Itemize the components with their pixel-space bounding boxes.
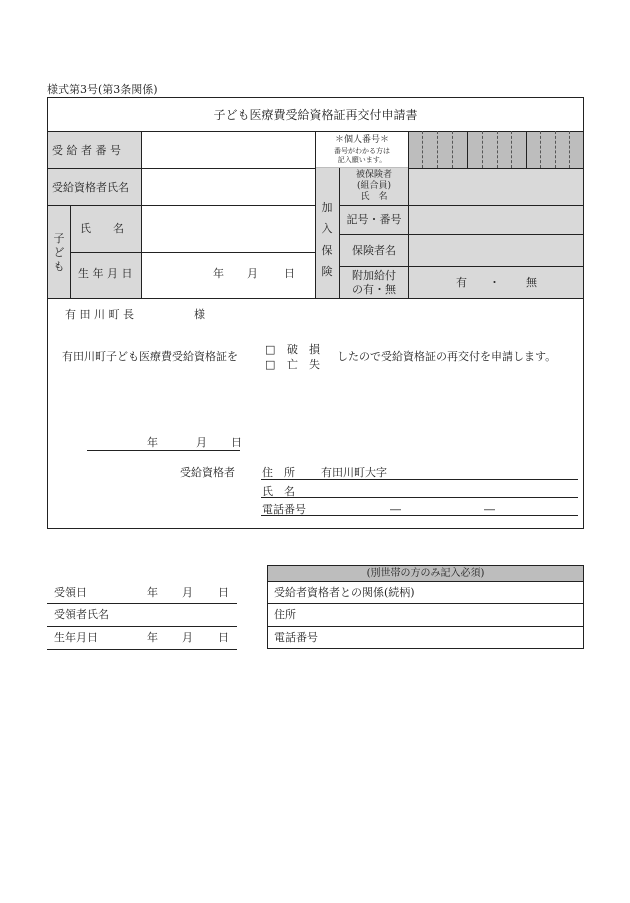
received-year: 年: [147, 586, 158, 599]
household-address-label: 住所: [274, 608, 296, 621]
insured-label-1: 被保険者: [355, 170, 392, 180]
receiver-name-label: 受領者氏名: [54, 608, 109, 621]
statement-suffix: したので受給資格証の再交付を申請します。: [337, 350, 557, 363]
phone-dash-1: ―: [390, 503, 401, 516]
household-address-field[interactable]: [267, 626, 584, 627]
received-date-line[interactable]: [47, 603, 237, 604]
additional-benefit-label-1: 附加給付: [352, 269, 396, 282]
recipient-name-field[interactable]: [142, 169, 314, 204]
applicant-phone-line[interactable]: [261, 515, 578, 516]
recipient-number-label: 受 給 者 番 号: [52, 144, 121, 157]
form-number-note: 様式第3号(第3条関係): [47, 83, 158, 96]
applicant-label: 受給資格者: [180, 466, 235, 479]
form-title: 子ども医療費受給資格証再交付申請書: [213, 108, 418, 122]
my-number-label: ＊個人番号＊: [334, 135, 389, 145]
applicant-address-label: 住 所: [262, 466, 295, 479]
insured-label-3: 氏 名: [360, 192, 388, 202]
application-date-day: 日: [231, 436, 242, 449]
receipt-birth-line[interactable]: [47, 649, 237, 650]
child-name-field[interactable]: [142, 206, 314, 251]
application-date-month: 月: [196, 436, 207, 449]
relationship-field[interactable]: [267, 603, 584, 604]
separator-dot: ・: [489, 276, 500, 289]
damaged-option-label: 破 損: [287, 343, 320, 356]
has-option[interactable]: 有: [456, 276, 467, 289]
additional-benefit-label-2: の有・無: [352, 283, 396, 296]
my-number-note-1: 番号がわかる方は: [334, 147, 390, 155]
receiver-name-line[interactable]: [47, 626, 237, 627]
recipient-number-field[interactable]: [142, 132, 314, 167]
applicant-phone-label: 電話番号: [262, 503, 306, 516]
lost-option-label: 亡 失: [287, 358, 320, 371]
household-phone-label: 電話番号: [274, 631, 318, 644]
insured-label-2: (組合員): [356, 181, 392, 191]
application-date-line[interactable]: [87, 450, 240, 451]
received-day: 日: [218, 586, 229, 599]
none-option[interactable]: 無: [526, 276, 537, 289]
applicant-address-value[interactable]: 有田川町大字: [321, 466, 387, 479]
child-birth-year: 年: [213, 267, 224, 280]
child-label: 子ども: [53, 232, 65, 273]
child-name-label: 氏 名: [80, 222, 124, 235]
mayor-label: 有 田 川 町 長: [65, 308, 134, 321]
recipient-name-label: 受給資格者氏名: [52, 181, 129, 194]
insurer-name-label: 保険者名: [352, 244, 396, 257]
application-date-year: 年: [147, 436, 158, 449]
damaged-checkbox[interactable]: □: [265, 343, 276, 356]
receipt-birth-year: 年: [147, 631, 158, 644]
receipt-birth-label: 生年月日: [54, 631, 98, 644]
insurer-name-field[interactable]: [409, 235, 583, 265]
lost-checkbox[interactable]: □: [265, 358, 276, 371]
separate-household-header: (別世帯の方のみ記入必須): [366, 568, 485, 579]
insurance-label: 加入保険: [321, 201, 333, 279]
statement-prefix: 有田川町子ども医療費受給資格証を: [62, 350, 238, 363]
phone-dash-2: ―: [484, 503, 495, 516]
relationship-label: 受給者資格者との関係(続柄): [274, 586, 415, 599]
child-birth-month: 月: [247, 267, 258, 280]
child-birth-label: 生 年 月 日: [78, 267, 133, 280]
child-birth-day: 日: [284, 267, 295, 280]
applicant-name-line[interactable]: [261, 497, 578, 498]
honorific: 様: [194, 308, 205, 321]
received-date-label: 受領日: [54, 586, 87, 599]
insured-name-field[interactable]: [409, 169, 583, 204]
symbol-number-field[interactable]: [409, 206, 583, 233]
receipt-birth-day: 日: [218, 631, 229, 644]
applicant-name-label: 氏 名: [262, 485, 295, 498]
my-number-note-2: 記入願います。: [337, 156, 387, 164]
received-month: 月: [182, 586, 193, 599]
symbol-number-label: 記号・番号: [346, 213, 402, 226]
receipt-birth-month: 月: [182, 631, 193, 644]
